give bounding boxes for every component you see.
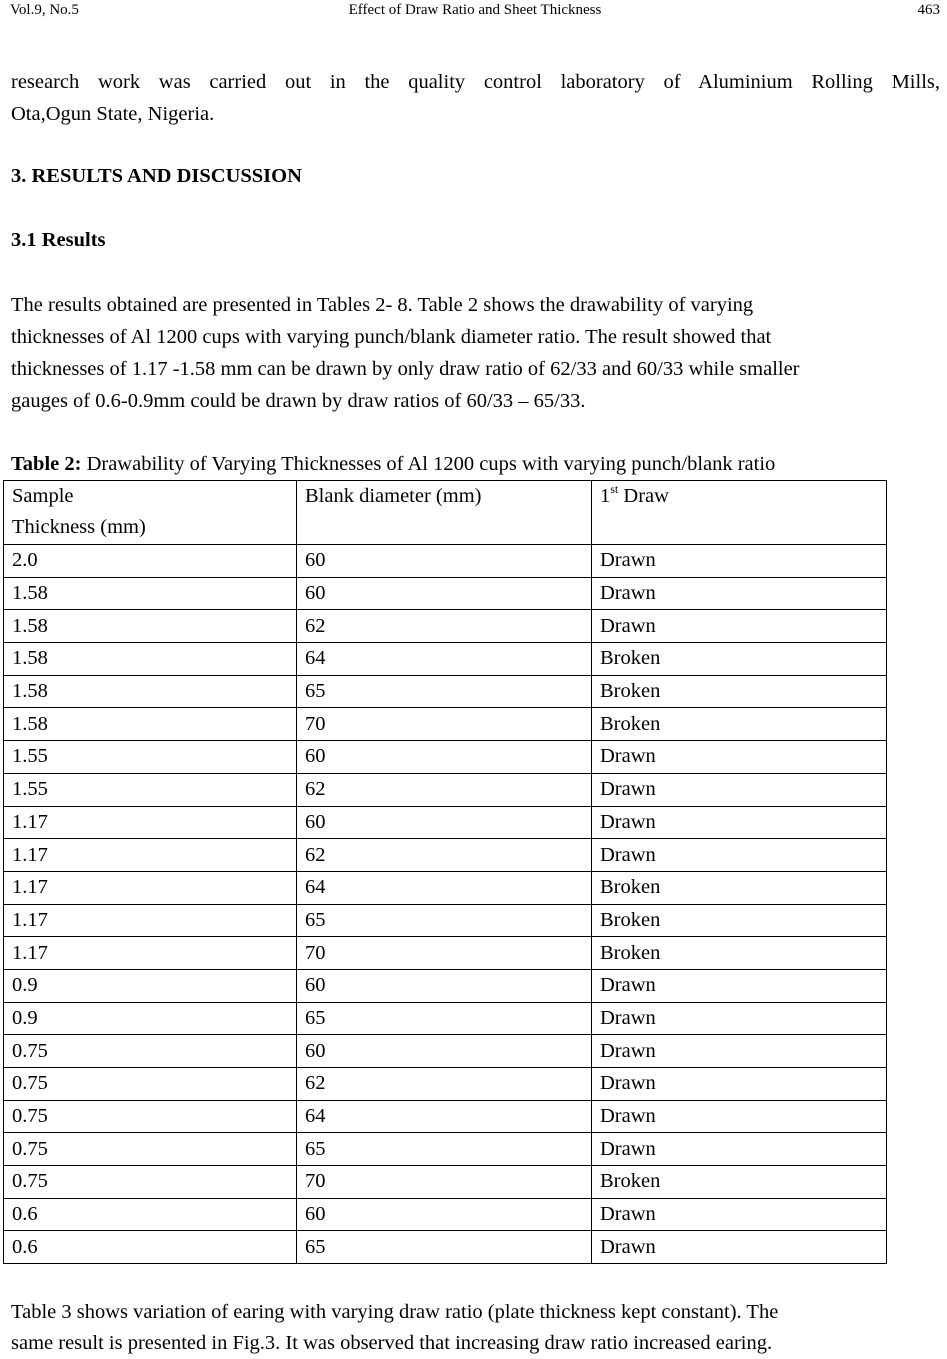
cell-thickness: 1.17 — [4, 904, 297, 937]
table-row — [4, 969, 887, 1002]
table-row — [4, 1068, 887, 1101]
header-first-draw-rest: Draw — [618, 485, 669, 507]
cell-thickness: 1.58 — [4, 708, 297, 741]
subsection-heading: 3.1 Results — [11, 229, 106, 251]
cell-blank-diameter: 65 — [297, 675, 592, 708]
table-row — [4, 937, 887, 970]
cell-blank-diameter: 60 — [297, 1035, 592, 1068]
cell-thickness: 1.58 — [4, 675, 297, 708]
cell-first-draw: Broken — [592, 675, 887, 708]
cell-thickness: 1.17 — [4, 871, 297, 904]
cell-blank-diameter: 65 — [297, 1133, 592, 1166]
table-row — [4, 1133, 887, 1166]
table-row — [4, 577, 887, 610]
cell-blank-diameter: 62 — [297, 773, 592, 806]
cell-blank-diameter: 62 — [297, 1068, 592, 1101]
cell-blank-diameter: 65 — [297, 904, 592, 937]
table-caption-label: Table 2: — [11, 453, 82, 475]
section-heading: 3. RESULTS AND DISCUSSION — [11, 165, 302, 187]
cell-first-draw: Broken — [592, 643, 887, 676]
intro-line-1: research work was carried out in the quality control laboratory of Aluminium Rolling Mills, — [11, 71, 940, 93]
cell-first-draw: Broken — [592, 1166, 887, 1199]
cell-first-draw: Drawn — [592, 577, 887, 610]
cell-first-draw: Drawn — [592, 1100, 887, 1133]
cell-blank-diameter: 62 — [297, 610, 592, 643]
table-row — [4, 1231, 887, 1264]
table-caption-text: Drawability of Varying Thicknesses of Al 1200 cups with varying punch/blank ratio — [81, 453, 776, 475]
cell-first-draw: Drawn — [592, 1231, 887, 1264]
cell-first-draw: Broken — [592, 904, 887, 937]
cell-thickness: 1.17 — [4, 937, 297, 970]
table-row — [4, 806, 887, 839]
table-row — [4, 1100, 887, 1133]
cell-first-draw: Drawn — [592, 806, 887, 839]
header-sample-line2: Thickness (mm) — [12, 516, 146, 538]
running-title: Effect of Draw Ratio and Sheet Thickness — [348, 2, 602, 18]
cell-thickness: 1.58 — [4, 643, 297, 676]
cell-first-draw: Drawn — [592, 839, 887, 872]
cell-thickness: 1.17 — [4, 806, 297, 839]
cell-thickness: 1.58 — [4, 610, 297, 643]
cell-thickness: 1.55 — [4, 773, 297, 806]
intro-line-2: Ota,Ogun State, Nigeria. — [11, 103, 215, 125]
table-row — [4, 545, 887, 578]
cell-blank-diameter: 60 — [297, 545, 592, 578]
cell-thickness: 1.55 — [4, 741, 297, 774]
cell-thickness: 0.75 — [4, 1068, 297, 1101]
table-row — [4, 904, 887, 937]
table-row — [4, 839, 887, 872]
cell-blank-diameter: 64 — [297, 1100, 592, 1133]
cell-first-draw: Drawn — [592, 741, 887, 774]
table-row — [4, 1166, 887, 1199]
table-caption — [11, 449, 775, 479]
table-row — [4, 741, 887, 774]
table-header-row — [4, 481, 887, 545]
cell-blank-diameter: 60 — [297, 741, 592, 774]
table-row — [4, 1198, 887, 1231]
cell-blank-diameter: 60 — [297, 969, 592, 1002]
cell-first-draw: Drawn — [592, 545, 887, 578]
table-row — [4, 610, 887, 643]
cell-blank-diameter: 65 — [297, 1002, 592, 1035]
cell-blank-diameter: 64 — [297, 871, 592, 904]
cell-first-draw: Drawn — [592, 1133, 887, 1166]
cell-blank-diameter: 62 — [297, 839, 592, 872]
results-line-3: thicknesses of 1.17 -1.58 mm can be drawn by only draw ratio of 62/33 and 60/33 while smaller — [11, 358, 800, 380]
cell-blank-diameter: 70 — [297, 708, 592, 741]
cell-thickness: 0.75 — [4, 1035, 297, 1068]
cell-first-draw: Broken — [592, 871, 887, 904]
header-sample-line1: Sample — [12, 485, 74, 507]
cell-thickness: 0.6 — [4, 1198, 297, 1231]
running-header — [10, 0, 940, 20]
results-line-1: The results obtained are presented in Tables 2- 8. Table 2 shows the drawability of varying — [11, 294, 754, 316]
cell-thickness: 0.75 — [4, 1100, 297, 1133]
header-blank-diameter: Blank diameter (mm) — [297, 481, 592, 545]
cell-first-draw: Drawn — [592, 610, 887, 643]
header-first-draw-num: 1 — [600, 485, 611, 507]
cell-thickness: 0.6 — [4, 1231, 297, 1264]
journal-volume: Vol.9, No.5 — [10, 2, 79, 18]
cell-thickness: 2.0 — [4, 545, 297, 578]
header-first-draw — [592, 481, 887, 545]
table-row — [4, 708, 887, 741]
cell-blank-diameter: 64 — [297, 643, 592, 676]
table3-line-2: same result is presented in Fig.3. It was observed that increasing draw ratio increased earing. — [11, 1332, 773, 1354]
table-row — [4, 1035, 887, 1068]
cell-first-draw: Drawn — [592, 1198, 887, 1231]
cell-first-draw: Drawn — [592, 773, 887, 806]
cell-blank-diameter: 70 — [297, 937, 592, 970]
cell-thickness: 0.75 — [4, 1133, 297, 1166]
cell-first-draw: Broken — [592, 937, 887, 970]
table3-line-1: Table 3 shows variation of earing with varying draw ratio (plate thickness kept constant). The — [11, 1301, 779, 1323]
header-sample-thickness — [4, 481, 297, 545]
cell-first-draw: Drawn — [592, 1068, 887, 1101]
cell-thickness: 1.58 — [4, 577, 297, 610]
results-line-2: thicknesses of Al 1200 cups with varying punch/blank diameter ratio. The result showed that — [11, 326, 772, 348]
results-line-4: gauges of 0.6-0.9mm could be drawn by draw ratios of 60/33 – 65/33. — [11, 390, 586, 412]
table-row — [4, 773, 887, 806]
cell-first-draw: Drawn — [592, 1035, 887, 1068]
page-number: 463 — [917, 2, 940, 18]
table-row — [4, 675, 887, 708]
cell-first-draw: Broken — [592, 708, 887, 741]
drawability-table — [3, 480, 887, 1264]
cell-first-draw: Drawn — [592, 969, 887, 1002]
cell-first-draw: Drawn — [592, 1002, 887, 1035]
header-first-draw-sup: st — [610, 482, 619, 496]
cell-thickness: 0.9 — [4, 1002, 297, 1035]
table-row — [4, 871, 887, 904]
cell-thickness: 0.75 — [4, 1166, 297, 1199]
table-row — [4, 643, 887, 676]
table-row — [4, 1002, 887, 1035]
cell-blank-diameter: 65 — [297, 1231, 592, 1264]
cell-blank-diameter: 60 — [297, 577, 592, 610]
cell-blank-diameter: 60 — [297, 1198, 592, 1231]
cell-thickness: 0.9 — [4, 969, 297, 1002]
cell-thickness: 1.17 — [4, 839, 297, 872]
cell-blank-diameter: 70 — [297, 1166, 592, 1199]
cell-blank-diameter: 60 — [297, 806, 592, 839]
